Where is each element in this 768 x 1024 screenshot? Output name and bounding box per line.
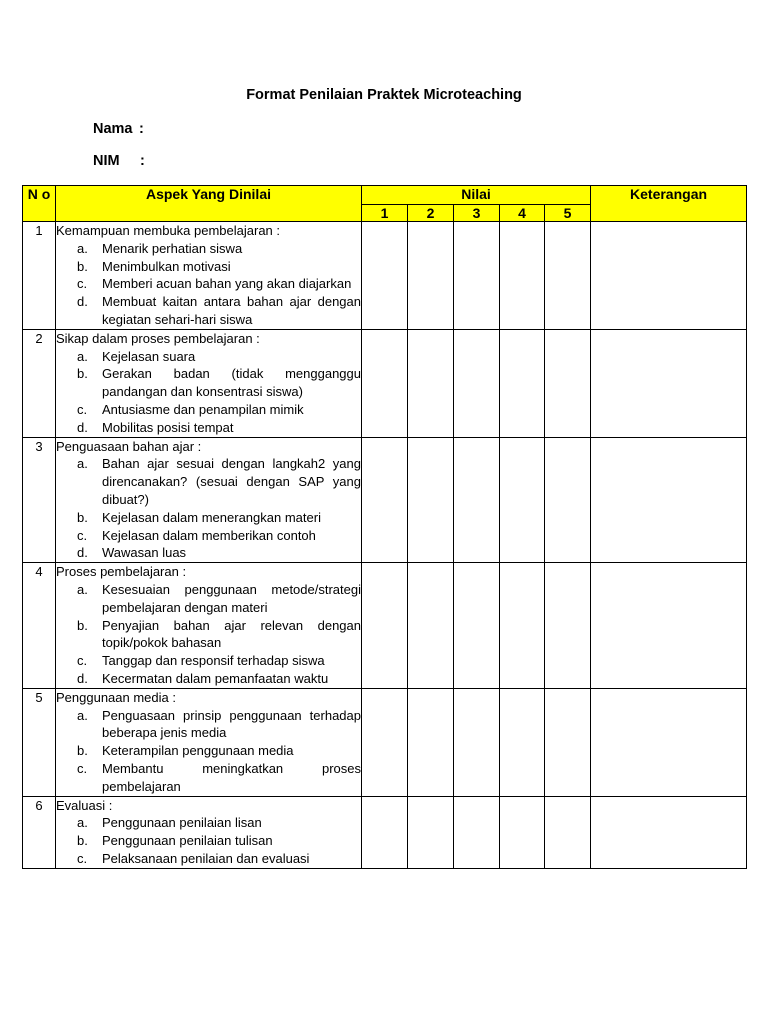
nama-label: Nama: [93, 121, 133, 137]
item-text: Pelaksanaan penilaian dan evaluasi: [102, 850, 310, 866]
keterangan-cell[interactable]: [591, 796, 747, 868]
score-cell[interactable]: [362, 688, 408, 796]
list-item: [77, 365, 361, 401]
item-marker: a.: [77, 348, 88, 364]
row-number: 3: [23, 437, 56, 563]
score-cell[interactable]: [500, 437, 545, 563]
list-item: [77, 652, 361, 670]
keterangan-cell[interactable]: [591, 437, 747, 563]
item-marker: a.: [77, 581, 88, 597]
assessment-table: [22, 185, 747, 869]
item-marker: d.: [77, 419, 88, 435]
nim-separator: :: [140, 153, 145, 169]
item-text: Penyajian bahan ajar relevan dengan topik/pokok bahasan: [102, 617, 361, 651]
list-item: [77, 348, 361, 366]
criteria-list: [56, 814, 361, 867]
item-text: Antusiasme dan penampilan mimik: [102, 401, 304, 417]
item-marker: c.: [77, 850, 88, 866]
item-marker: c.: [77, 527, 88, 543]
item-marker: a.: [77, 707, 88, 723]
score-cell[interactable]: [408, 222, 454, 330]
row-number: 4: [23, 563, 56, 689]
table-row: [23, 563, 747, 689]
score-cell[interactable]: [454, 688, 500, 796]
row-number: 5: [23, 688, 56, 796]
item-text: Memberi acuan bahan yang akan diajarkan: [102, 276, 352, 292]
list-item: [77, 544, 361, 562]
score-cell[interactable]: [408, 688, 454, 796]
score-cell[interactable]: [362, 222, 408, 330]
keterangan-cell[interactable]: [591, 329, 747, 437]
item-marker: b.: [77, 258, 88, 274]
table-row: [23, 222, 747, 330]
row-number: 2: [23, 329, 56, 437]
category-label: Penggunaan media :: [56, 689, 176, 705]
keterangan-cell[interactable]: [591, 688, 747, 796]
table-row: [23, 329, 747, 437]
score-cell[interactable]: [408, 563, 454, 689]
aspek-cell: [56, 796, 362, 868]
item-text: Bahan ajar sesuai dengan langkah2 yang direncanakan? (sesuai dengan SAP yang dibuat?): [102, 456, 361, 507]
item-text: Menarik perhatian siswa: [102, 240, 243, 256]
keterangan-cell[interactable]: [591, 222, 747, 330]
item-marker: d.: [77, 294, 88, 310]
page-title: Format Penilaian Praktek Microteaching: [246, 87, 522, 103]
list-item: [77, 832, 361, 850]
score-cell[interactable]: [362, 329, 408, 437]
item-text: Keterampilan penggunaan media: [102, 743, 294, 759]
score-cell[interactable]: [545, 796, 591, 868]
list-item: [77, 240, 361, 258]
score-cell[interactable]: [408, 796, 454, 868]
score-cell[interactable]: [500, 222, 545, 330]
header-no: N o: [23, 186, 56, 222]
score-cell[interactable]: [454, 563, 500, 689]
header-nilai: Nilai: [362, 186, 591, 205]
item-text: Mobilitas posisi tempat: [102, 419, 234, 435]
item-marker: b.: [77, 833, 88, 849]
row-number: 1: [23, 222, 56, 330]
nim-label: NIM: [93, 153, 120, 169]
item-marker: b.: [77, 617, 88, 633]
item-marker: b.: [77, 366, 88, 382]
list-item: [77, 258, 361, 276]
score-cell[interactable]: [500, 563, 545, 689]
list-item: [77, 293, 361, 329]
item-text: Kejelasan dalam memberikan contoh: [102, 527, 316, 543]
header-keterangan: Keterangan: [591, 186, 747, 222]
item-marker: b.: [77, 509, 88, 525]
list-item: [77, 581, 361, 617]
aspek-cell: [56, 329, 362, 437]
score-cell[interactable]: [408, 329, 454, 437]
list-item: [77, 275, 361, 293]
score-cell[interactable]: [545, 222, 591, 330]
score-cell[interactable]: [500, 329, 545, 437]
item-text: Gerakan badan (tidak mengganggu pandangan dan konsentrasi siswa): [102, 366, 361, 400]
nim-field: [93, 153, 145, 169]
header-score: 4: [500, 205, 545, 222]
item-text: Kesesuaian penggunaan metode/strategi pembelajaran dengan materi: [102, 581, 361, 615]
score-cell[interactable]: [362, 563, 408, 689]
item-marker: c.: [77, 401, 88, 417]
score-cell[interactable]: [500, 688, 545, 796]
item-text: Kecermatan dalam pemanfaatan waktu: [102, 670, 329, 686]
list-item: [77, 419, 361, 437]
list-item: [77, 670, 361, 688]
table-row: [23, 796, 747, 868]
criteria-list: [56, 348, 361, 437]
score-cell[interactable]: [408, 437, 454, 563]
score-cell[interactable]: [545, 329, 591, 437]
list-item: [77, 401, 361, 419]
category-label: Kemampuan membuka pembelajaran :: [56, 223, 281, 238]
item-marker: d.: [77, 670, 88, 686]
category-label: Proses pembelajaran :: [56, 564, 187, 580]
aspek-cell: [56, 437, 362, 563]
score-cell[interactable]: [362, 437, 408, 563]
list-item: [77, 617, 361, 653]
item-text: Kejelasan dalam menerangkan materi: [102, 509, 321, 525]
table-row: [23, 437, 747, 563]
keterangan-cell[interactable]: [591, 563, 747, 689]
list-item: [77, 527, 361, 545]
aspek-cell: [56, 688, 362, 796]
header-score: 5: [545, 205, 591, 222]
criteria-list: [56, 707, 361, 796]
item-text: Membuat kaitan antara bahan ajar dengan kegiatan sehari-hari siswa: [102, 294, 361, 327]
header-row: [23, 186, 747, 205]
score-cell[interactable]: [545, 563, 591, 689]
score-cell[interactable]: [545, 437, 591, 563]
item-marker: a.: [77, 815, 88, 831]
header-score: 1: [362, 205, 408, 222]
item-marker: a.: [77, 240, 88, 256]
item-marker: d.: [77, 545, 88, 561]
category-label: Penguasaan bahan ajar :: [56, 438, 202, 454]
criteria-list: [56, 240, 361, 329]
list-item: [77, 455, 361, 508]
item-marker: c.: [77, 760, 88, 776]
item-text: Tanggap dan responsif terhadap siswa: [102, 653, 325, 669]
list-item: [77, 509, 361, 527]
header-score: 3: [454, 205, 500, 222]
score-cell[interactable]: [454, 329, 500, 437]
item-marker: c.: [77, 653, 88, 669]
item-marker: a.: [77, 456, 88, 472]
criteria-list: [56, 455, 361, 562]
category-label: Sikap dalam proses pembelajaran :: [56, 330, 260, 346]
score-cell[interactable]: [454, 437, 500, 563]
header-score: 2: [408, 205, 454, 222]
item-text: Penggunaan penilaian tulisan: [102, 833, 273, 849]
score-cell[interactable]: [454, 222, 500, 330]
table-row: [23, 688, 747, 796]
score-cell[interactable]: [362, 796, 408, 868]
criteria-list: [56, 581, 361, 688]
score-cell[interactable]: [454, 796, 500, 868]
item-text: Penguasaan prinsip penggunaan terhadap beberapa jenis media: [102, 707, 361, 741]
item-text: Penggunaan penilaian lisan: [102, 815, 262, 831]
item-text: Wawasan luas: [102, 545, 187, 561]
list-item: [77, 742, 361, 760]
category-label: Evaluasi :: [56, 797, 113, 813]
list-item: [77, 707, 361, 743]
list-item: [77, 850, 361, 868]
item-text: Membantu meningkatkan proses pembelajaran: [102, 760, 361, 794]
list-item: [77, 760, 361, 796]
score-cell[interactable]: [545, 688, 591, 796]
aspek-cell: [56, 563, 362, 689]
nama-field: [93, 121, 144, 137]
nama-separator: :: [139, 121, 144, 137]
score-cell[interactable]: [500, 796, 545, 868]
header-aspek: Aspek Yang Dinilai: [56, 186, 362, 222]
list-item: [77, 814, 361, 832]
item-text: Menimbulkan motivasi: [102, 258, 231, 274]
item-marker: b.: [77, 743, 88, 759]
row-number: 6: [23, 796, 56, 868]
aspek-cell: [56, 222, 362, 330]
item-text: Kejelasan suara: [102, 348, 196, 364]
item-marker: c.: [77, 276, 88, 292]
